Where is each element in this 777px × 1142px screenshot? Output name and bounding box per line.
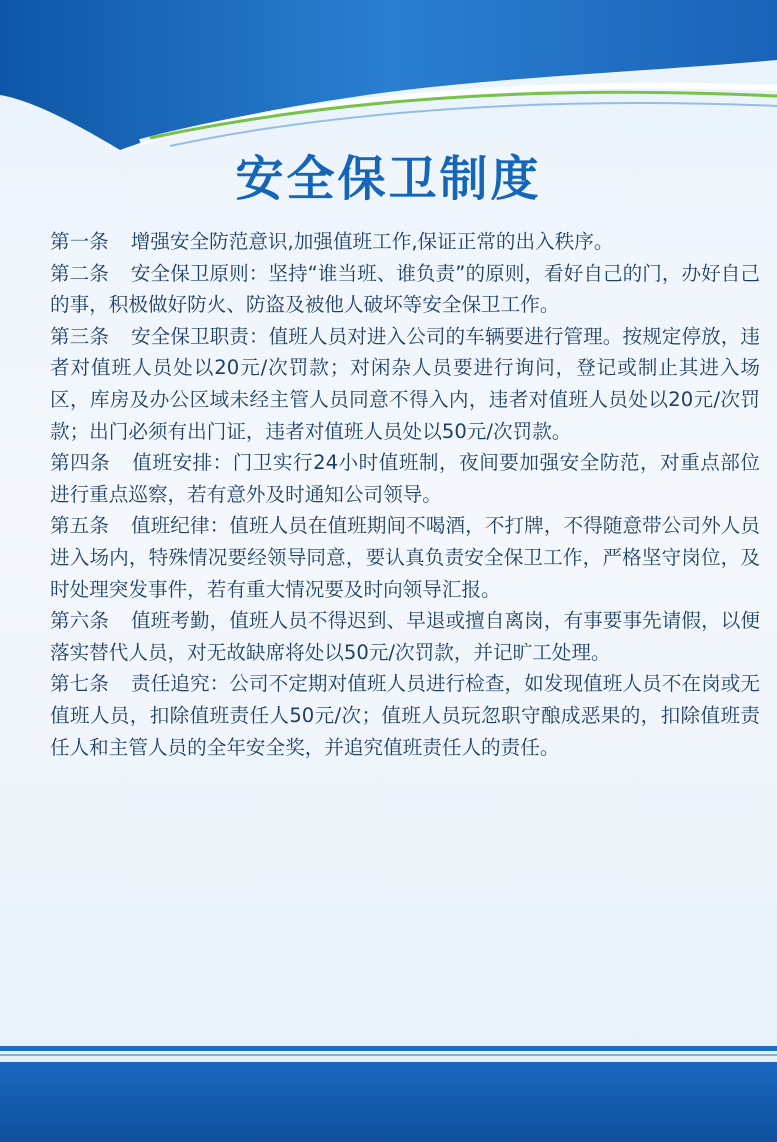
page-title: 安全保卫制度 [235,151,542,207]
rule-article [50,668,760,763]
rule-number: 第四条 [50,451,111,475]
rule-article [50,321,760,447]
rule-number: 第六条 [50,609,109,633]
rule-article [50,605,760,668]
footer-band [0,1062,777,1142]
rule-text: 值班纪律：值班人员在值班期间不喝酒，不打牌，不得随意带公司外人员进入场内，特殊情况要经领导同意，要认真负责安全保卫工作，严格坚守岗位，及时处理突发事件，若有重大情况要及时向领导汇报。 [50,514,761,601]
rule-article [50,258,760,321]
rule-number: 第五条 [50,514,109,538]
rule-text: 责任追究：公司不定期对值班人员进行检查，如发现值班人员不在岗或无值班人员，扣除值班责任人50元/次；值班人员玩忽职守酿成恶果的，扣除值班责任人和主管人员的全年安全奖，并追究值班责任人的责任。 [50,672,761,759]
rule-text: 安全保卫原则：坚持“谁当班、谁负责”的原则，看好自己的门，办好自己的事，积极做好防火、防盗及被他人破坏等安全保卫工作。 [50,261,761,317]
rule-article [50,447,760,510]
rule-text: 值班考勤，值班人员不得迟到、早退或擅自离岗，有事要事先请假，以便落实替代人员，对无故缺席将处以50元/次罚款，并记旷工处理。 [50,609,761,664]
rule-text: 值班安排：门卫实行24小时值班制，夜间要加强安全防范，对重点部位进行重点巡察，若有意外及时通知公司领导。 [50,451,760,506]
rule-number: 第三条 [50,324,109,348]
rule-number: 第一条 [50,230,109,253]
rule-number: 第二条 [50,261,109,285]
footer-divider [0,1046,777,1051]
rules-list [50,226,760,763]
rule-text: 增强安全防范意识,加强值班工作,保证正常的出入秩序。 [130,230,614,253]
footer-divider-thin [0,1054,777,1056]
header-wave-band [0,0,777,160]
rule-text: 安全保卫职责：值班人员对进入公司的车辆要进行管理。按规定停放，违者对值班人员处以20元/次罚款；对闲杂人员要进行询问，登记或制止其进入场区，库房及办公区域未经主管人员同意不得入内，违者对值班人员处以20元/次罚款；出门必须有出门证，违者对值班人员处以50元/次罚款。 [50,324,761,443]
rule-article [50,226,760,258]
rule-article [50,510,760,605]
rule-number: 第七条 [50,672,109,696]
